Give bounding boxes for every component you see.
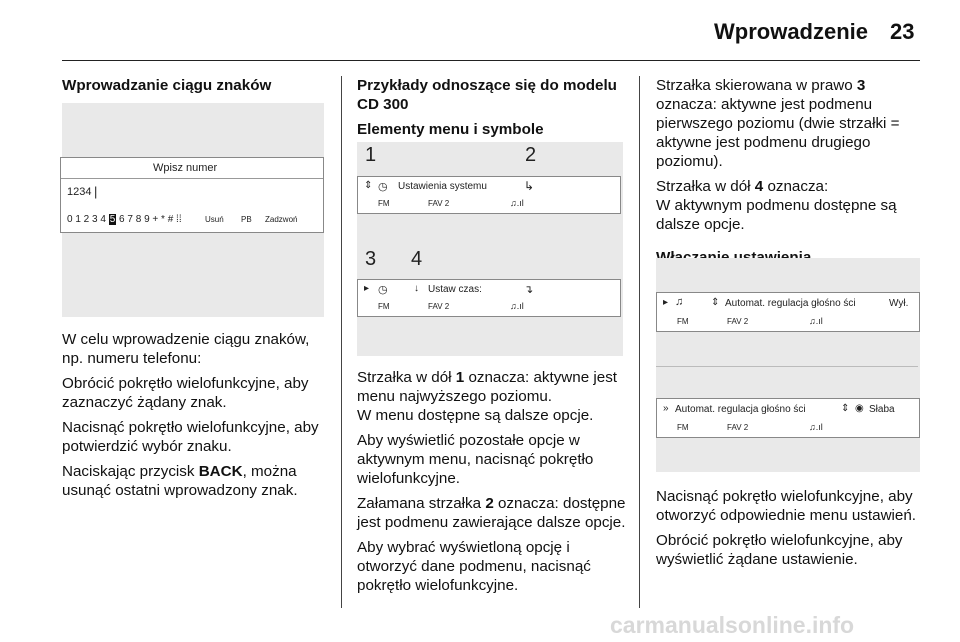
column-3 <box>656 76 922 273</box>
ref-number: 1 <box>455 369 465 386</box>
column-3-text <box>656 487 922 575</box>
callout-1: 1 <box>365 144 377 166</box>
paragraph <box>656 177 922 234</box>
selected-digit: 5 <box>109 214 116 225</box>
paragraph: Nacisnąć pokrętło wielofunkcyjne, aby otworzyć odpowiednie menu ustawień. <box>656 488 917 524</box>
updown-arrow-icon: ⇕ <box>364 180 373 191</box>
ref-number: 4 <box>754 178 764 195</box>
menu-screen-2 <box>357 279 621 317</box>
call-button: Zadzwoń <box>265 215 298 224</box>
text: Strzałka w dół <box>357 369 456 386</box>
favourites-label: FAV 2 <box>727 317 749 326</box>
text: oznacza: aktywne jest menu najwyższego poziomu. <box>357 369 618 405</box>
paragraph: Obrócić pokrętło wielofunkcyjne, aby zaznaczyć żądany znak. <box>62 375 309 411</box>
menu-label: Ustaw czas: <box>428 284 482 295</box>
paragraph: Obrócić pokrętło wielofunkcyjne, aby wyświetlić żądane ustawienie. <box>656 532 903 568</box>
text: W aktywnym podmenu dostępne są dalsze opcje. <box>656 197 897 233</box>
music-note-icon: ♫ <box>675 296 684 308</box>
delete-button: Usuń <box>205 215 224 224</box>
menu-screen-1 <box>357 176 621 214</box>
back-button-name: BACK <box>198 463 243 480</box>
screen-divider <box>61 178 323 179</box>
setting-screens-figure <box>656 258 920 472</box>
band-label: FM <box>378 199 390 208</box>
subheading-menu-items: Elementy menu i symbole <box>357 121 544 138</box>
ref-number: 2 <box>485 495 494 512</box>
digits-after: 6 7 8 9 + * # <box>119 214 174 225</box>
phone-number-screen-figure <box>62 103 324 317</box>
section-heading-character-input: Wprowadzanie ciągu znaków <box>62 77 272 94</box>
digit-row <box>67 214 182 225</box>
setting-value: Wył. <box>889 298 909 309</box>
menu-label: Ustawienia systemu <box>398 181 487 192</box>
menu-symbols-figure <box>357 142 623 356</box>
callout-3: 3 <box>365 248 377 270</box>
page-number: 23 <box>890 19 915 44</box>
favourites-label: FAV 2 <box>428 302 450 311</box>
band-label: FM <box>677 317 689 326</box>
updown-arrow-icon: ⇕ <box>711 297 720 308</box>
double-right-arrow-icon: » <box>663 403 669 414</box>
text: W menu dostępne są dalsze opcje. <box>357 407 594 424</box>
radio-selected-icon: ◉ <box>855 403 864 414</box>
text: Załamana strzałka <box>357 495 486 512</box>
column-2 <box>357 76 629 145</box>
submenu-arrow-icon: ↴ <box>524 284 534 296</box>
right-arrow-icon: ▸ <box>663 297 669 308</box>
signal-icon: ♫.ıl <box>510 198 524 208</box>
backspace-icon: ⁞⁞ <box>176 214 182 225</box>
paragraph <box>357 368 629 425</box>
paragraph <box>656 76 922 171</box>
setting-screen-2 <box>656 398 920 438</box>
column-divider <box>639 76 640 608</box>
text: Naciskając przycisk <box>62 463 199 480</box>
display-screen <box>60 157 324 233</box>
column-1 <box>62 76 324 101</box>
page-header-title: Wprowadzenie <box>714 19 869 44</box>
screen-title: Wpisz numer <box>153 162 218 174</box>
column-2-text <box>357 368 629 601</box>
column-1-text <box>62 330 326 506</box>
submenu-arrow-icon: ↳ <box>524 179 535 193</box>
setting-value: Słaba <box>869 404 895 415</box>
right-arrow-icon: ▸ <box>364 283 370 294</box>
column-divider <box>341 76 342 608</box>
paragraph <box>357 494 629 532</box>
band-label: FM <box>378 302 390 311</box>
text: oznacza: dostępne jest podmenu zawierające dalsze opcje. <box>357 495 626 531</box>
ref-number: 3 <box>856 77 866 94</box>
figure-divider <box>656 366 918 367</box>
setting-screen-1 <box>656 292 920 332</box>
paragraph: Aby wybrać wyświetloną opcję i otworzyć dane podmenu, nacisnąć pokrętło wielofunkcyjne. <box>357 539 591 594</box>
menu-label: Automat. regulacja głośno ści <box>675 404 806 415</box>
text: , można usunąć ostatni wprowadzony znak. <box>62 463 298 499</box>
digits-before: 0 1 2 3 4 <box>67 214 106 225</box>
favourites-label: FAV 2 <box>727 423 749 432</box>
paragraph: Aby wyświetlić pozostałe opcje w aktywnym menu, nacisnąć pokrętło wielofunkcyjne. <box>357 432 594 487</box>
text: Strzałka w dół <box>656 178 755 195</box>
down-arrow-icon: ↓ <box>414 283 419 294</box>
text: Strzałka skierowana w prawo <box>656 77 857 94</box>
callout-4: 4 <box>411 248 423 270</box>
paragraph: Nacisnąć pokrętło wielofunkcyjne, aby potwierdzić wybór znaku. <box>62 419 319 455</box>
updown-arrow-icon: ⇕ <box>841 403 850 414</box>
favourites-label: FAV 2 <box>428 199 450 208</box>
text: oznacza: <box>763 178 829 195</box>
clock-icon: ◷ <box>378 284 388 296</box>
paragraph: W celu wprowadzenie ciągu znaków, np. numeru telefonu: <box>62 331 310 367</box>
signal-icon: ♫.ıl <box>510 301 524 311</box>
clock-icon: ◷ <box>378 181 388 193</box>
paragraph <box>62 462 326 500</box>
section-heading-cd300-examples: Przykłady odnoszące się do modelu CD 300 <box>357 77 617 113</box>
callout-2: 2 <box>525 144 537 166</box>
watermark: carmanualsonline.info <box>610 612 855 638</box>
menu-label: Automat. regulacja głośno ści <box>725 298 856 309</box>
entered-number: 1234 <box>67 186 92 198</box>
signal-icon: ♫.ıl <box>809 422 823 432</box>
phonebook-button: PB <box>241 215 252 224</box>
header-rule <box>62 60 920 61</box>
band-label: FM <box>677 423 689 432</box>
text: oznacza: aktywne jest podmenu pierwszego poziomu (dwie strzałki = aktywne jest podmenu drugiego poziomu). <box>656 96 900 170</box>
cursor: | <box>94 184 98 199</box>
signal-icon: ♫.ıl <box>809 316 823 326</box>
